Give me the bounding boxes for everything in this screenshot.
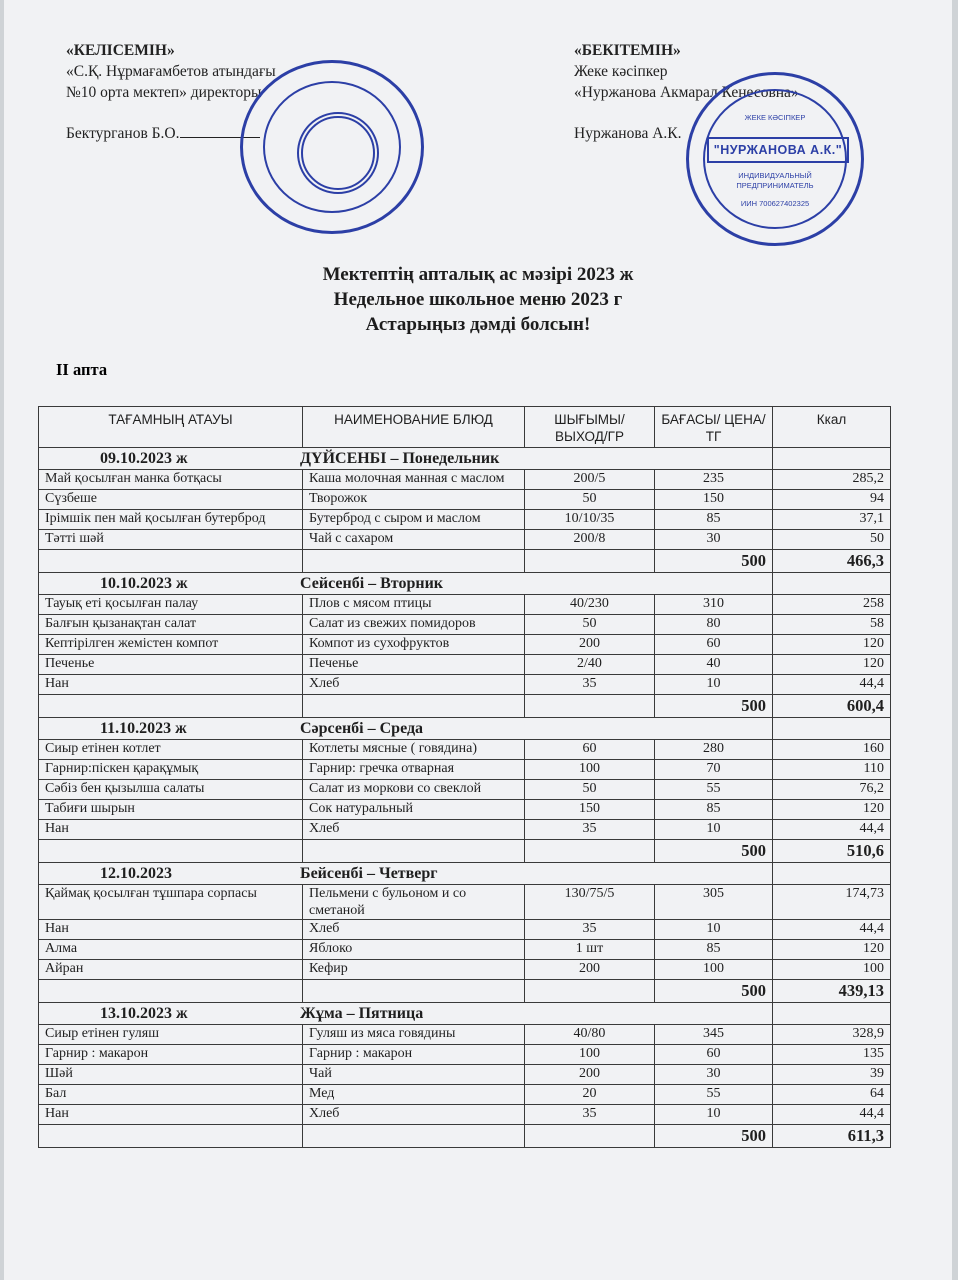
day-header-row <box>39 863 891 885</box>
empty-cell <box>773 863 891 885</box>
day-total-row <box>39 550 891 573</box>
dish-price: 10 <box>655 675 773 695</box>
dish-kcal: 39 <box>773 1065 891 1085</box>
dish-name-ru: Чай с сахаром <box>303 530 525 550</box>
dish-output: 50 <box>525 490 655 510</box>
dish-name-ru: Плов с мясом птицы <box>303 595 525 615</box>
day-total-kcal: 466,3 <box>773 550 891 573</box>
dish-name-ru: Салат из моркови со свеклой <box>303 780 525 800</box>
dish-kcal: 50 <box>773 530 891 550</box>
dish-output: 200/5 <box>525 470 655 490</box>
dish-name-ru: Яблоко <box>303 940 525 960</box>
dish-price: 235 <box>655 470 773 490</box>
empty-cell <box>525 840 655 863</box>
day-total-price: 500 <box>655 840 773 863</box>
dish-kcal: 160 <box>773 740 891 760</box>
school-stamp <box>240 60 424 234</box>
dish-kcal: 100 <box>773 960 891 980</box>
dish-name-ru: Творожок <box>303 490 525 510</box>
dish-price: 70 <box>655 760 773 780</box>
empty-cell <box>39 695 303 718</box>
stamp-inn: ИИН 700627402325 <box>740 199 810 208</box>
menu-table-body <box>39 448 891 1148</box>
table-row <box>39 885 891 920</box>
day-header-cell <box>39 448 773 470</box>
stamp-name-box: "НУРЖАНОВА А.К." <box>707 137 849 163</box>
col-header-price: БАҒАСЫ/ ЦЕНА/ТГ <box>655 407 773 448</box>
dish-output: 40/230 <box>525 595 655 615</box>
table-row <box>39 615 891 635</box>
dish-output: 1 шт <box>525 940 655 960</box>
dish-kcal: 44,4 <box>773 820 891 840</box>
dish-name-kz: Кептірілген жемістен компот <box>39 635 303 655</box>
dish-name-kz: Айран <box>39 960 303 980</box>
dish-name-kz: Нан <box>39 1105 303 1125</box>
dish-price: 40 <box>655 655 773 675</box>
dish-name-ru: Гарнир : макарон <box>303 1045 525 1065</box>
stamp-top-text: ЖЕКЕ КӘСІПКЕР <box>744 113 806 122</box>
empty-cell <box>39 840 303 863</box>
empty-cell <box>525 550 655 573</box>
dish-name-kz: Май қосылған манка ботқасы <box>39 470 303 490</box>
table-row <box>39 675 891 695</box>
col-header-kz: ТАҒАМНЫҢ АТАУЫ <box>39 407 303 448</box>
empty-cell <box>773 448 891 470</box>
dish-price: 10 <box>655 820 773 840</box>
table-row <box>39 940 891 960</box>
dish-name-ru: Салат из свежих помидоров <box>303 615 525 635</box>
dish-output: 10/10/35 <box>525 510 655 530</box>
dish-kcal: 76,2 <box>773 780 891 800</box>
day-header-cell <box>39 863 773 885</box>
dish-name-kz: Ірімшік пен май қосылған бутерброд <box>39 510 303 530</box>
menu-table <box>38 406 891 1148</box>
dish-name-kz: Қаймақ қосылған тұшпара сорпасы <box>39 885 303 920</box>
approval-left-signatory: Бектурганов Б.О. <box>66 125 180 142</box>
approval-right-title: «БЕКІТЕМІН» <box>574 42 681 59</box>
dish-name-ru: Чай <box>303 1065 525 1085</box>
entrepreneur-stamp <box>686 72 864 246</box>
dish-name-ru: Печенье <box>303 655 525 675</box>
dish-kcal: 58 <box>773 615 891 635</box>
approval-right-line2: «Нуржанова Акмарал Кенесовна» <box>574 84 799 101</box>
day-total-kcal: 510,6 <box>773 840 891 863</box>
table-header-row <box>39 407 891 448</box>
empty-cell <box>303 840 525 863</box>
dish-price: 55 <box>655 1085 773 1105</box>
dish-name-kz: Нан <box>39 675 303 695</box>
table-row <box>39 820 891 840</box>
dish-output: 20 <box>525 1085 655 1105</box>
dish-kcal: 135 <box>773 1045 891 1065</box>
day-total-row <box>39 695 891 718</box>
empty-cell <box>303 695 525 718</box>
dish-price: 85 <box>655 800 773 820</box>
empty-cell <box>303 550 525 573</box>
dish-kcal: 110 <box>773 760 891 780</box>
dish-output: 50 <box>525 780 655 800</box>
dish-name-kz: Гарнир:піскен қарақұмық <box>39 760 303 780</box>
day-header-cell <box>39 1003 773 1025</box>
empty-cell <box>773 718 891 740</box>
week-label: II апта <box>56 360 108 379</box>
day-total-price: 500 <box>655 980 773 1003</box>
table-row <box>39 490 891 510</box>
table-row <box>39 1085 891 1105</box>
approval-left-line1: «С.Қ. Нұрмағамбетов атындағы <box>66 63 276 80</box>
day-header-cell <box>39 573 773 595</box>
dish-price: 80 <box>655 615 773 635</box>
dish-output: 2/40 <box>525 655 655 675</box>
col-header-kcal: Ккал <box>773 407 891 448</box>
dish-output: 40/80 <box>525 1025 655 1045</box>
dish-kcal: 120 <box>773 635 891 655</box>
empty-cell <box>303 980 525 1003</box>
day-header-row <box>39 718 891 740</box>
dish-kcal: 258 <box>773 595 891 615</box>
dish-price: 85 <box>655 510 773 530</box>
approval-left-title: «КЕЛІСЕМІН» <box>66 42 175 59</box>
dish-price: 310 <box>655 595 773 615</box>
dish-output: 50 <box>525 615 655 635</box>
empty-cell <box>525 980 655 1003</box>
dish-price: 60 <box>655 1045 773 1065</box>
dish-name-kz: Алма <box>39 940 303 960</box>
day-total-price: 500 <box>655 550 773 573</box>
dish-price: 280 <box>655 740 773 760</box>
menu-titles <box>4 262 952 337</box>
dish-price: 55 <box>655 780 773 800</box>
dish-name-kz: Бал <box>39 1085 303 1105</box>
dish-output: 35 <box>525 820 655 840</box>
dish-output: 150 <box>525 800 655 820</box>
approval-right-line1: Жеке кәсіпкер <box>574 63 668 80</box>
day-date: 10.10.2023 ж <box>100 575 188 592</box>
dish-output: 35 <box>525 1105 655 1125</box>
dish-name-ru: Хлеб <box>303 920 525 940</box>
dish-price: 305 <box>655 885 773 920</box>
col-header-ru: НАИМЕНОВАНИЕ БЛЮД <box>303 407 525 448</box>
approval-right-signatory: Нуржанова А.К. <box>574 125 682 142</box>
table-row <box>39 1105 891 1125</box>
empty-cell <box>773 1003 891 1025</box>
table-row <box>39 780 891 800</box>
dish-kcal: 120 <box>773 655 891 675</box>
dish-price: 345 <box>655 1025 773 1045</box>
table-row <box>39 530 891 550</box>
dish-name-ru: Пельмени с бульоном и со сметаной <box>303 885 525 920</box>
table-row <box>39 800 891 820</box>
dish-price: 10 <box>655 920 773 940</box>
title-wish: Астарыңыз дәмді болсын! <box>365 314 591 335</box>
empty-cell <box>39 980 303 1003</box>
dish-name-kz: Сүзбеше <box>39 490 303 510</box>
dish-name-ru: Котлеты мясные ( говядина) <box>303 740 525 760</box>
title-kz: Мектептің апталық ас мәзірі 2023 ж <box>322 264 634 285</box>
day-total-kcal: 439,13 <box>773 980 891 1003</box>
dish-output: 100 <box>525 760 655 780</box>
table-row <box>39 920 891 940</box>
dish-kcal: 328,9 <box>773 1025 891 1045</box>
empty-cell <box>525 695 655 718</box>
dish-name-kz: Сиыр етінен котлет <box>39 740 303 760</box>
table-row <box>39 595 891 615</box>
day-date: 12.10.2023 <box>100 865 172 882</box>
dish-kcal: 94 <box>773 490 891 510</box>
dish-kcal: 44,4 <box>773 1105 891 1125</box>
dish-name-kz: Балғын қызанақтан салат <box>39 615 303 635</box>
day-total-price: 500 <box>655 1125 773 1148</box>
dish-name-kz: Сиыр етінен гуляш <box>39 1025 303 1045</box>
dish-name-ru: Компот из сухофруктов <box>303 635 525 655</box>
dish-kcal: 44,4 <box>773 675 891 695</box>
approval-left-line2: №10 орта мектеп» директоры <box>66 84 262 101</box>
dish-output: 200 <box>525 1065 655 1085</box>
dish-name-ru: Каша молочная манная с маслом <box>303 470 525 490</box>
stamp-sub1: ИНДИВИДУАЛЬНЫЙ <box>738 171 812 180</box>
dish-price: 100 <box>655 960 773 980</box>
day-name: Сейсенбі – Вторник <box>300 575 444 592</box>
dish-name-kz: Тәтті шәй <box>39 530 303 550</box>
empty-cell <box>303 1125 525 1148</box>
dish-name-ru: Гуляш из мяса говядины <box>303 1025 525 1045</box>
dish-name-ru: Сок натуральный <box>303 800 525 820</box>
dish-name-kz: Сәбіз бен қызылша салаты <box>39 780 303 800</box>
day-total-row <box>39 1125 891 1148</box>
col-header-output: ШЫҒЫМЫ/ ВЫХОД/ГР <box>525 407 655 448</box>
dish-price: 85 <box>655 940 773 960</box>
dish-output: 200 <box>525 635 655 655</box>
dish-name-kz: Шәй <box>39 1065 303 1085</box>
dish-name-ru: Хлеб <box>303 820 525 840</box>
state-emblem-icon <box>297 112 379 194</box>
dish-price: 30 <box>655 1065 773 1085</box>
day-name: Бейсенбі – Четверг <box>300 865 438 882</box>
dish-output: 200 <box>525 960 655 980</box>
day-total-kcal: 600,4 <box>773 695 891 718</box>
day-header-row <box>39 573 891 595</box>
table-row <box>39 1065 891 1085</box>
dish-kcal: 64 <box>773 1085 891 1105</box>
dish-output: 60 <box>525 740 655 760</box>
dish-price: 30 <box>655 530 773 550</box>
empty-cell <box>39 1125 303 1148</box>
menu-sheet <box>4 0 952 1280</box>
stamp-sub2: ПРЕДПРИНИМАТЕЛЬ <box>736 181 814 190</box>
dish-kcal: 44,4 <box>773 920 891 940</box>
dish-kcal: 120 <box>773 800 891 820</box>
table-row <box>39 1045 891 1065</box>
dish-name-kz: Нан <box>39 920 303 940</box>
day-total-kcal: 611,3 <box>773 1125 891 1148</box>
dish-name-ru: Хлеб <box>303 1105 525 1125</box>
dish-name-kz: Тауық еті қосылған палау <box>39 595 303 615</box>
dish-name-ru: Гарнир: гречка отварная <box>303 760 525 780</box>
dish-output: 100 <box>525 1045 655 1065</box>
dish-kcal: 120 <box>773 940 891 960</box>
dish-kcal: 285,2 <box>773 470 891 490</box>
dish-name-kz: Табиғи шырын <box>39 800 303 820</box>
table-row <box>39 635 891 655</box>
dish-price: 150 <box>655 490 773 510</box>
table-row <box>39 760 891 780</box>
empty-cell <box>525 1125 655 1148</box>
table-row <box>39 740 891 760</box>
table-row <box>39 1025 891 1045</box>
table-row <box>39 510 891 530</box>
dish-name-ru: Кефир <box>303 960 525 980</box>
dish-kcal: 174,73 <box>773 885 891 920</box>
title-ru: Недельное школьное меню 2023 г <box>333 289 623 310</box>
table-row <box>39 960 891 980</box>
dish-name-ru: Мед <box>303 1085 525 1105</box>
day-total-price: 500 <box>655 695 773 718</box>
dish-output: 35 <box>525 920 655 940</box>
day-name: Сәрсенбі – Среда <box>300 720 424 737</box>
day-total-row <box>39 840 891 863</box>
dish-output: 200/8 <box>525 530 655 550</box>
table-row <box>39 470 891 490</box>
dish-name-kz: Гарнир : макарон <box>39 1045 303 1065</box>
empty-cell <box>773 573 891 595</box>
day-total-row <box>39 980 891 1003</box>
dish-name-ru: Хлеб <box>303 675 525 695</box>
dish-price: 60 <box>655 635 773 655</box>
dish-price: 10 <box>655 1105 773 1125</box>
day-header-row <box>39 448 891 470</box>
day-date: 09.10.2023 ж <box>100 450 188 467</box>
day-header-row <box>39 1003 891 1025</box>
day-date: 11.10.2023 ж <box>100 720 187 737</box>
dish-output: 35 <box>525 675 655 695</box>
dish-output: 130/75/5 <box>525 885 655 920</box>
day-name: Жұма – Пятница <box>300 1005 424 1022</box>
dish-name-ru: Бутерброд с сыром и маслом <box>303 510 525 530</box>
dish-kcal: 37,1 <box>773 510 891 530</box>
day-name: ДҮЙСЕНБІ – Понедельник <box>300 450 500 467</box>
day-header-cell <box>39 718 773 740</box>
day-date: 13.10.2023 ж <box>100 1005 188 1022</box>
dish-name-kz: Нан <box>39 820 303 840</box>
table-row <box>39 655 891 675</box>
empty-cell <box>39 550 303 573</box>
dish-name-kz: Печенье <box>39 655 303 675</box>
